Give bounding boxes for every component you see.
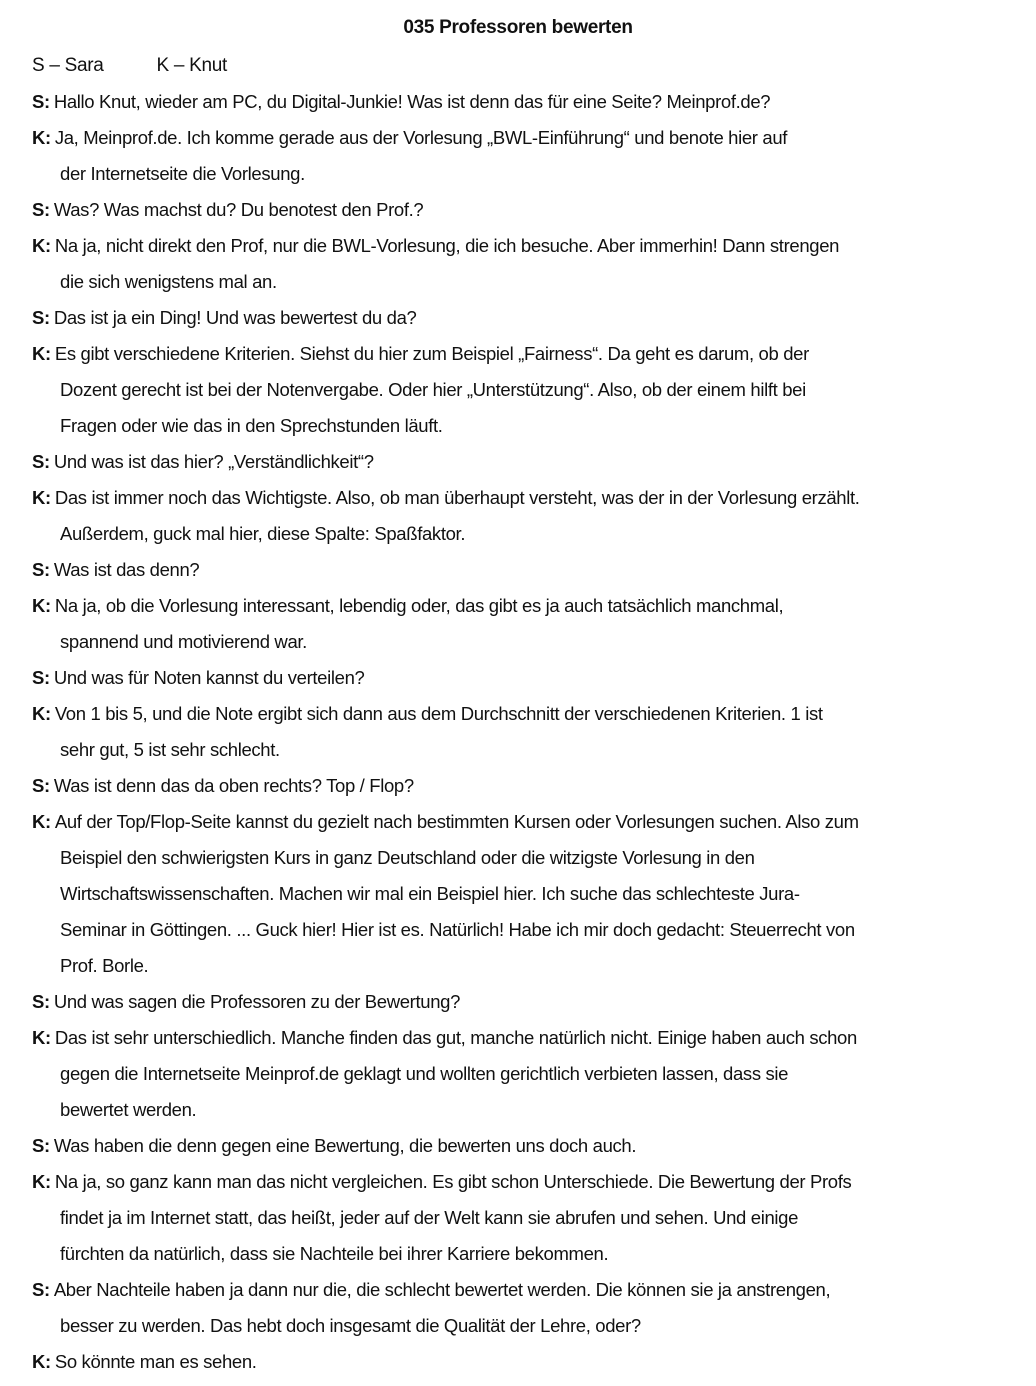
dialogue-turn — [32, 666, 1012, 702]
document-title: 035 Professoren bewerten — [403, 17, 633, 38]
dialogue-text: besser zu werden. Das hebt doch insgesamt die Qualität der Lehre, oder? — [60, 1315, 641, 1336]
dialogue-line — [32, 1314, 1012, 1350]
dialogue-turn — [32, 1170, 1012, 1278]
dialogue-text: Was haben die denn gegen eine Bewertung, die bewerten uns doch auch. — [53, 1135, 637, 1156]
dialogue-line — [32, 378, 1012, 414]
dialogue-text: So könnte man es sehen. — [54, 1351, 257, 1372]
dialogue-turn — [32, 594, 1012, 666]
dialogue-line — [32, 522, 1012, 558]
dialogue-text: Das ist sehr unterschiedlich. Manche finden das gut, manche natürlich nicht. Einige haben auch schon — [54, 1027, 857, 1048]
dialogue-line — [32, 414, 1012, 450]
dialogue-line — [32, 918, 1012, 954]
dialogue-text: Seminar in Göttingen. ... Guck hier! Hier ist es. Natürlich! Habe ich mir doch gedacht: Steuerrecht von — [60, 919, 855, 940]
dialogue-line — [32, 1242, 1012, 1278]
dialogue-turn — [32, 90, 1012, 126]
speaker-label: S: — [32, 667, 50, 688]
dialogue-text: bewertet werden. — [60, 1099, 197, 1120]
dialogue-text: Auf der Top/Flop-Seite kannst du gezielt nach bestimmten Kursen oder Vorlesungen suchen. Also zum — [54, 811, 859, 832]
speaker-label: S: — [32, 307, 50, 328]
dialogue-text: Na ja, so ganz kann man das nicht vergleichen. Es gibt schon Unterschiede. Die Bewertung der Profs — [54, 1171, 852, 1192]
dialogue-text: Prof. Borle. — [60, 955, 149, 976]
dialogue-turn — [32, 774, 1012, 810]
speaker-label: K: — [32, 1351, 51, 1372]
speaker-label: S: — [32, 1135, 50, 1156]
dialogue-text: Das ist ja ein Ding! Und was bewertest du da? — [53, 307, 417, 328]
dialogue-text: sehr gut, 5 ist sehr schlecht. — [60, 739, 280, 760]
dialogue-line — [32, 702, 1012, 738]
dialogue-line — [32, 1098, 1012, 1134]
dialogue-text: die sich wenigstens mal an. — [60, 271, 277, 292]
speaker-label: S: — [32, 199, 50, 220]
dialogue-line — [32, 882, 1012, 918]
dialogue-turn — [32, 342, 1012, 450]
dialogue-line — [32, 990, 1012, 1026]
speaker-label: S: — [32, 775, 50, 796]
dialogue-turn — [32, 1350, 1012, 1386]
dialogue-line — [32, 738, 1012, 774]
dialogue-line — [32, 1350, 1012, 1386]
dialogue-text: spannend und motivierend war. — [60, 631, 307, 652]
dialogue-line — [32, 486, 1012, 522]
dialogue-text: Und was für Noten kannst du verteilen? — [53, 667, 365, 688]
speaker-label: S: — [32, 91, 50, 112]
dialogue-line — [32, 630, 1012, 666]
dialogue-line — [32, 1278, 1012, 1314]
dialogue-line — [32, 954, 1012, 990]
speaker-key-sara: S – Sara — [32, 55, 104, 76]
dialogue-line — [32, 126, 1012, 162]
speaker-label: S: — [32, 559, 50, 580]
dialogue-line — [32, 666, 1012, 702]
dialogue-turn — [32, 558, 1012, 594]
dialogue-text: Aber Nachteile haben ja dann nur die, die schlecht bewertet werden. Die können sie ja anstrengen, — [53, 1279, 831, 1300]
dialogue-line — [32, 306, 1012, 342]
dialogue-text: Und was sagen die Professoren zu der Bewertung? — [53, 991, 461, 1012]
dialogue-text: Was ist das denn? — [53, 559, 200, 580]
dialogue-turn — [32, 702, 1012, 774]
dialogue-text: gegen die Internetseite Meinprof.de geklagt und wollten gerichtlich verbieten lassen, dass sie — [60, 1063, 789, 1084]
speaker-key-knut: K – Knut — [156, 55, 227, 76]
dialogue-turn — [32, 234, 1012, 306]
dialogue-text: der Internetseite die Vorlesung. — [60, 163, 305, 184]
dialogue-text: Dozent gerecht ist bei der Notenvergabe. Oder hier „Unterstützung“. Also, ob der einem hilft bei — [60, 379, 806, 400]
speaker-label: K: — [32, 703, 51, 724]
dialogue-line — [32, 450, 1012, 486]
dialogue-line — [32, 342, 1012, 378]
dialogue-text: Beispiel den schwierigsten Kurs in ganz Deutschland oder die witzigste Vorlesung in den — [60, 847, 755, 868]
dialogue-line — [32, 1170, 1012, 1206]
dialogue-line — [32, 558, 1012, 594]
speaker-label: K: — [32, 235, 51, 256]
speaker-label: K: — [32, 1027, 51, 1048]
speaker-label: K: — [32, 487, 51, 508]
speaker-label: K: — [32, 1171, 51, 1192]
dialogue-turn — [32, 810, 1012, 990]
dialogue-turn — [32, 1278, 1012, 1350]
dialogue-text: Außerdem, guck mal hier, diese Spalte: Spaßfaktor. — [60, 523, 466, 544]
dialogue-line — [32, 198, 1012, 234]
speaker-key — [32, 54, 227, 78]
dialogue-line — [32, 162, 1012, 198]
dialogue-line — [32, 846, 1012, 882]
dialogue-line — [32, 270, 1012, 306]
dialogue-text: fürchten da natürlich, dass sie Nachteile bei ihrer Karriere bekommen. — [60, 1243, 609, 1264]
dialogue-line — [32, 1206, 1012, 1242]
dialogue-line — [32, 234, 1012, 270]
dialogue-text: Und was ist das hier? „Verständlichkeit“? — [53, 451, 374, 472]
dialogue-turn — [32, 990, 1012, 1026]
dialogue-turn — [32, 198, 1012, 234]
dialogue-text: Es gibt verschiedene Kriterien. Siehst du hier zum Beispiel „Fairness“. Da geht es darum, ob der — [54, 343, 809, 364]
dialogue-turn — [32, 450, 1012, 486]
dialogue-line — [32, 1134, 1012, 1170]
speaker-label: K: — [32, 127, 51, 148]
dialogue-text: Was ist denn das da oben rechts? Top / Flop? — [53, 775, 414, 796]
dialogue-text: Ja, Meinprof.de. Ich komme gerade aus der Vorlesung „BWL-Einführung“ und benote hier auf — [54, 127, 788, 148]
dialogue-line — [32, 1062, 1012, 1098]
speaker-label: K: — [32, 811, 51, 832]
dialogue-text: Hallo Knut, wieder am PC, du Digital-Junkie! Was ist denn das für eine Seite? Meinprof.de? — [53, 91, 771, 112]
speaker-label: S: — [32, 991, 50, 1012]
speaker-label: K: — [32, 595, 51, 616]
dialogue-text: Was? Was machst du? Du benotest den Prof.? — [53, 199, 424, 220]
dialogue-turn — [32, 306, 1012, 342]
dialogue-line — [32, 90, 1012, 126]
dialogue-line — [32, 774, 1012, 810]
dialogue-text: Wirtschaftswissenschaften. Machen wir mal ein Beispiel hier. Ich suche das schlechteste Jura- — [60, 883, 800, 904]
dialogue-text: Das ist immer noch das Wichtigste. Also, ob man überhaupt versteht, was der in der Vorlesung erzählt. — [54, 487, 860, 508]
dialogue-text: Fragen oder wie das in den Sprechstunden läuft. — [60, 415, 443, 436]
dialogue-turn — [32, 486, 1012, 558]
speaker-label: S: — [32, 1279, 50, 1300]
dialogue-line — [32, 594, 1012, 630]
dialogue-text: findet ja im Internet statt, das heißt, jeder auf der Welt kann sie abrufen und sehen. Und einige — [60, 1207, 799, 1228]
dialogue-turn — [32, 126, 1012, 198]
dialogue-turn — [32, 1134, 1012, 1170]
dialogue-line — [32, 1026, 1012, 1062]
speaker-label: K: — [32, 343, 51, 364]
dialogue-text: Na ja, ob die Vorlesung interessant, lebendig oder, das gibt es ja auch tatsächlich manchmal, — [54, 595, 784, 616]
dialogue-text: Na ja, nicht direkt den Prof, nur die BWL-Vorlesung, die ich besuche. Aber immerhin! Dann strengen — [54, 235, 840, 256]
dialogue-line — [32, 810, 1012, 846]
dialogue-turn — [32, 1026, 1012, 1134]
speaker-label: S: — [32, 451, 50, 472]
dialogue-text: Von 1 bis 5, und die Note ergibt sich dann aus dem Durchschnitt der verschiedenen Kriterien. 1 ist — [54, 703, 823, 724]
